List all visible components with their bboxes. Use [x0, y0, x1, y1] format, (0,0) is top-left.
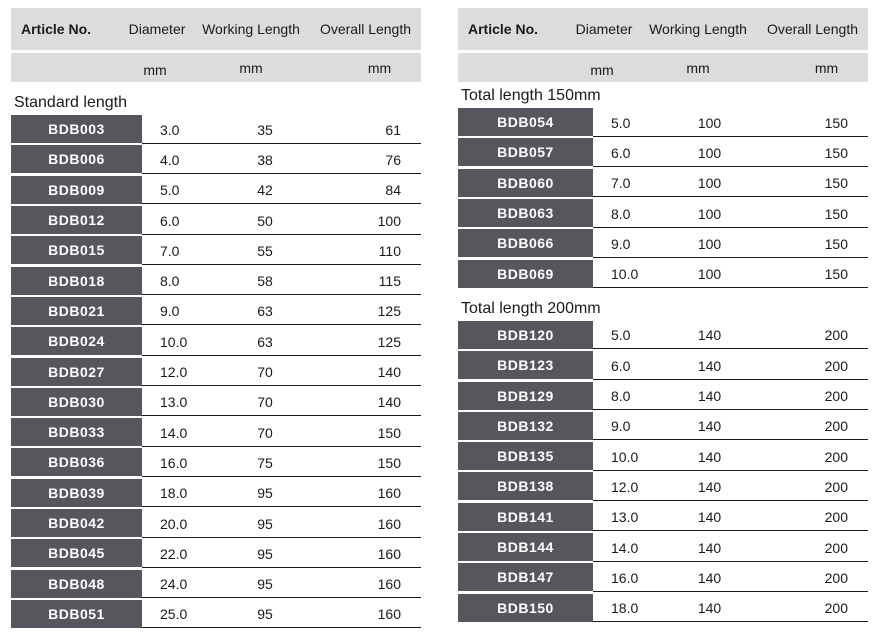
diameter-value: 7.0	[142, 236, 206, 265]
article-number: BDB015	[11, 236, 142, 264]
table-row	[11, 447, 421, 477]
table-row	[11, 114, 421, 144]
table-row	[458, 228, 868, 258]
table-row	[458, 198, 868, 228]
article-number: BDB129	[458, 382, 593, 410]
diameter-value: 8.0	[142, 266, 206, 295]
overall-length-value: 200	[766, 411, 868, 440]
diameter-value: 5.0	[142, 175, 206, 204]
working-length-value: 75	[206, 448, 324, 477]
left-table	[11, 8, 421, 629]
table-row	[458, 168, 868, 198]
header-working-length: Working Length	[202, 21, 300, 37]
table-row	[11, 205, 421, 235]
table-row	[458, 380, 868, 410]
overall-length-value: 150	[324, 418, 421, 447]
overall-length-value: 150	[766, 108, 868, 137]
unit-row	[11, 53, 421, 82]
working-length-value: 140	[653, 320, 766, 349]
diameter-value: 12.0	[593, 472, 653, 501]
article-number: BDB012	[11, 206, 142, 234]
overall-length-value: 150	[766, 259, 868, 288]
diameter-value: 14.0	[593, 533, 653, 562]
working-length-value: 63	[206, 327, 324, 356]
article-number: BDB132	[458, 412, 593, 440]
section-title: Total length 200mm	[461, 299, 601, 317]
working-length-value: 100	[653, 168, 766, 197]
overall-length-value: 200	[766, 472, 868, 501]
overall-length-value: 61	[324, 115, 421, 144]
article-number: BDB123	[458, 351, 593, 379]
diameter-value: 5.0	[593, 320, 653, 349]
diameter-value: 8.0	[593, 199, 653, 228]
overall-length-value: 200	[766, 351, 868, 380]
table-row	[11, 568, 421, 598]
unit-working-length: mm	[239, 59, 263, 76]
working-length-value: 100	[653, 138, 766, 167]
table-row	[458, 441, 868, 471]
working-length-value: 140	[653, 502, 766, 531]
section-title: Standard length	[14, 94, 127, 111]
overall-length-value: 125	[324, 296, 421, 325]
table-row	[11, 387, 421, 417]
header-overall-length: Overall Length	[319, 21, 412, 37]
article-number: BDB006	[11, 145, 142, 173]
overall-length-value: 84	[324, 175, 421, 204]
article-number: BDB048	[11, 570, 142, 598]
diameter-value: 3.0	[142, 115, 206, 144]
sections	[11, 92, 421, 629]
diameter-value: 10.0	[593, 259, 653, 288]
table-row	[11, 538, 421, 568]
table-row	[11, 296, 421, 326]
working-length-value: 140	[653, 351, 766, 380]
diameter-value: 16.0	[142, 448, 206, 477]
table-row	[458, 471, 868, 501]
diameter-value: 9.0	[142, 296, 206, 325]
overall-length-value: 200	[766, 442, 868, 471]
diameter-value: 9.0	[593, 411, 653, 440]
header-working-length: Working Length	[649, 21, 747, 37]
article-number: BDB141	[458, 503, 593, 531]
article-number: BDB120	[458, 321, 593, 349]
table-row	[458, 320, 868, 350]
working-length-value: 95	[206, 539, 324, 568]
table-row	[458, 258, 868, 288]
diameter-value: 20.0	[142, 509, 206, 538]
diameter-value: 14.0	[142, 418, 206, 447]
article-number: BDB027	[11, 358, 142, 386]
working-length-value: 95	[206, 478, 324, 507]
overall-length-value: 125	[324, 327, 421, 356]
diameter-value: 7.0	[593, 168, 653, 197]
article-number: BDB030	[11, 388, 142, 416]
table-row	[11, 175, 421, 205]
unit-row	[458, 53, 868, 82]
article-number: BDB018	[11, 267, 142, 295]
article-number: BDB147	[458, 563, 593, 591]
table-row	[11, 144, 421, 174]
working-length-value: 58	[206, 266, 324, 295]
diameter-value: 5.0	[593, 108, 653, 137]
working-length-value: 100	[653, 108, 766, 137]
working-length-value: 95	[206, 569, 324, 598]
overall-length-value: 160	[324, 539, 421, 568]
working-length-value: 42	[206, 175, 324, 204]
working-length-value: 70	[206, 387, 324, 416]
working-length-value: 35	[206, 115, 324, 144]
working-length-value: 100	[653, 259, 766, 288]
unit-working-length: mm	[686, 59, 710, 76]
diameter-value: 8.0	[593, 381, 653, 410]
working-length-value: 140	[653, 472, 766, 501]
table-row	[458, 350, 868, 380]
working-length-value: 140	[653, 442, 766, 471]
unit-overall-length: mm	[814, 59, 839, 76]
header-row	[11, 8, 421, 50]
article-number: BDB060	[458, 169, 593, 197]
article-number: BDB054	[458, 108, 593, 136]
overall-length-value: 200	[766, 502, 868, 531]
article-number: BDB003	[11, 115, 142, 143]
diameter-value: 4.0	[142, 145, 206, 174]
overall-length-value: 160	[324, 569, 421, 598]
diameter-value: 22.0	[142, 539, 206, 568]
sections	[458, 85, 868, 623]
diameter-value: 13.0	[593, 502, 653, 531]
working-length-value: 140	[653, 563, 766, 592]
diameter-value: 10.0	[142, 327, 206, 356]
table-row	[458, 532, 868, 562]
overall-length-value: 200	[766, 563, 868, 592]
article-number: BDB024	[11, 327, 142, 355]
table-row	[458, 502, 868, 532]
diameter-value: 18.0	[142, 478, 206, 507]
overall-length-value: 200	[766, 593, 868, 622]
overall-length-value: 150	[766, 199, 868, 228]
table-row	[458, 411, 868, 441]
table-row	[11, 599, 421, 629]
article-number: BDB069	[458, 260, 593, 288]
working-length-value: 70	[206, 357, 324, 386]
table-row	[458, 562, 868, 592]
diameter-value: 25.0	[142, 599, 206, 628]
header-article: Article No.	[21, 21, 92, 37]
overall-length-value: 160	[324, 478, 421, 507]
table-row	[11, 356, 421, 386]
diameter-value: 9.0	[593, 229, 653, 258]
overall-length-value: 140	[324, 387, 421, 416]
article-number: BDB009	[11, 176, 142, 204]
article-number: BDB036	[11, 448, 142, 476]
overall-length-value: 150	[766, 138, 868, 167]
overall-length-value: 150	[324, 448, 421, 477]
section-rows	[458, 320, 868, 623]
article-number: BDB063	[458, 199, 593, 227]
overall-length-value: 200	[766, 381, 868, 410]
working-length-value: 70	[206, 418, 324, 447]
overall-length-value: 150	[766, 168, 868, 197]
table-row	[458, 137, 868, 167]
overall-length-value: 76	[324, 145, 421, 174]
unit-diameter: mm	[590, 61, 614, 78]
working-length-value: 63	[206, 296, 324, 325]
overall-length-value: 140	[324, 357, 421, 386]
article-number: BDB039	[11, 479, 142, 507]
working-length-value: 100	[653, 199, 766, 228]
section-title: Total length 150mm	[461, 87, 601, 104]
article-number: BDB021	[11, 297, 142, 325]
working-length-value: 55	[206, 236, 324, 265]
table-row	[458, 592, 868, 622]
header-row	[458, 8, 868, 50]
section-rows	[11, 114, 421, 629]
diameter-value: 16.0	[593, 563, 653, 592]
table-row	[11, 326, 421, 356]
diameter-value: 6.0	[142, 206, 206, 235]
article-number: BDB066	[458, 229, 593, 257]
table-row	[11, 478, 421, 508]
overall-length-value: 150	[766, 229, 868, 258]
working-length-value: 95	[206, 599, 324, 628]
diameter-value: 13.0	[142, 387, 206, 416]
section-rows	[458, 107, 868, 289]
article-number: BDB033	[11, 418, 142, 446]
article-number: BDB150	[458, 594, 593, 622]
working-length-value: 140	[653, 411, 766, 440]
article-number: BDB045	[11, 539, 142, 567]
diameter-value: 10.0	[593, 442, 653, 471]
unit-overall-length: mm	[367, 59, 392, 76]
working-length-value: 140	[653, 533, 766, 562]
right-table	[458, 8, 868, 623]
article-number: BDB051	[11, 600, 142, 628]
table-row	[11, 508, 421, 538]
working-length-value: 140	[653, 593, 766, 622]
unit-diameter: mm	[143, 61, 167, 78]
overall-length-value: 160	[324, 599, 421, 628]
header-article: Article No.	[468, 21, 539, 37]
diameter-value: 6.0	[593, 138, 653, 167]
diameter-value: 6.0	[593, 351, 653, 380]
header-overall-length: Overall Length	[766, 21, 859, 37]
diameter-value: 18.0	[593, 593, 653, 622]
overall-length-value: 100	[324, 206, 421, 235]
article-number: BDB138	[458, 472, 593, 500]
working-length-value: 100	[653, 229, 766, 258]
article-number: BDB042	[11, 509, 142, 537]
table-row	[11, 417, 421, 447]
article-number: BDB057	[458, 138, 593, 166]
table-row	[11, 265, 421, 295]
overall-length-value: 200	[766, 533, 868, 562]
diameter-value: 12.0	[142, 357, 206, 386]
working-length-value: 38	[206, 145, 324, 174]
diameter-value: 24.0	[142, 569, 206, 598]
header-diameter: Diameter	[128, 21, 186, 37]
working-length-value: 95	[206, 509, 324, 538]
working-length-value: 140	[653, 381, 766, 410]
table-row	[11, 235, 421, 265]
overall-length-value: 200	[766, 320, 868, 349]
table-row	[458, 107, 868, 137]
working-length-value: 50	[206, 206, 324, 235]
overall-length-value: 160	[324, 509, 421, 538]
article-number: BDB135	[458, 442, 593, 470]
header-diameter: Diameter	[575, 21, 633, 37]
overall-length-value: 115	[324, 266, 421, 295]
overall-length-value: 110	[324, 236, 421, 265]
article-number: BDB144	[458, 533, 593, 561]
